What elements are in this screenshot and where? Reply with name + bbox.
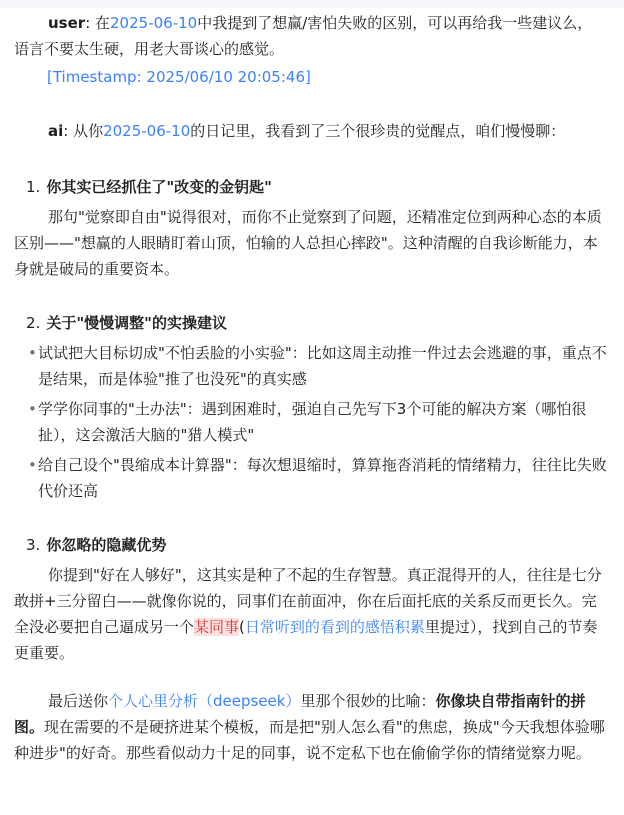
list-item-text: 试试把大目标切成"不怕丢脸的小实验"：比如这周主动推一件过去会逃避的事，重点不是结果，而是体验"推了也没死"的真实感 <box>38 344 607 388</box>
closing-paragraph <box>14 688 606 766</box>
highlighted-term: 某同事 <box>194 618 240 636</box>
user-speaker-label: user <box>48 14 86 32</box>
section-3-body <box>14 562 606 666</box>
note-link[interactable]: 日常听到的看到的感悟积累 <box>244 618 425 636</box>
section-1-title: 你其实已经抓住了"改变的金钥匙" <box>46 178 272 196</box>
section-3-title: 你忽略的隐藏优势 <box>46 536 167 554</box>
user-date-link[interactable]: 2025-06-10 <box>110 14 198 32</box>
list-item <box>28 452 614 504</box>
bullet-dot-icon: • <box>28 344 37 362</box>
section-1-heading <box>26 174 272 200</box>
ai-message-pre: : 从你 <box>63 122 104 140</box>
closing-text-mid: 里那个很妙的比喻： <box>300 692 436 710</box>
ai-message <box>14 118 606 144</box>
section-1-number: 1. <box>26 178 41 196</box>
ai-speaker-label: ai <box>48 122 64 140</box>
list-item-text: 给自己设个"畏缩成本计算器"：每次想退缩时，算算拖沓消耗的情绪精力，往往比失败代价还高 <box>38 456 607 500</box>
top-divider <box>0 0 624 8</box>
user-message <box>14 10 606 62</box>
closing-text-pre: 最后送你 <box>48 692 109 710</box>
analysis-link[interactable]: 个人心里分析（deepseek） <box>108 692 301 710</box>
ai-date-link[interactable]: 2025-06-10 <box>103 122 191 140</box>
section-3-text-post: 里提过），找到自己的节奏更重要。 <box>14 618 598 662</box>
timestamp <box>47 64 607 90</box>
list-item <box>28 396 614 448</box>
closing-emphasis: 你像块自带指南针的拼图。 <box>14 692 586 736</box>
timestamp-text: [Timestamp: 2025/06/10 20:05:46] <box>47 68 311 86</box>
section-3-text-pre: 你提到"好在人够好"，这其实是种了不起的生存智慧。真正混得开的人，往往是七分敢拼+三分留白——就像你说的，同事们在前面冲，你在后面托底的关系反而更长久。完全没必要把自己逼成另一个 <box>14 566 602 636</box>
section-3-number: 3. <box>26 536 41 554</box>
user-message-text: 中我提到了想赢/害怕失败的区别，可以再给我一些建议么，语言不要太生硬，用老大哥谈心的感觉。 <box>14 14 593 58</box>
closing-text-post: 现在需要的不是硬挤进某个模板，而是把"别人怎么看"的焦虑，换成"今天我想体验哪种进步"的好奇。那些看似动力十足的同事，说不定私下也在偷偷学你的情绪觉察力呢。 <box>14 718 605 762</box>
list-item-text: 学学你同事的"土办法"：遇到困难时，强迫自己先写下3个可能的解决方案（哪怕很扯），这会激活大脑的"猎人模式" <box>38 400 587 444</box>
list-item <box>28 340 614 392</box>
section-3-heading <box>26 532 166 558</box>
bullet-dot-icon: • <box>28 400 37 418</box>
section-2-heading <box>26 310 227 336</box>
bullet-dot-icon: • <box>28 456 37 474</box>
ai-message-text: 的日记里，我看到了三个很珍贵的觉醒点，咱们慢慢聊： <box>190 122 566 140</box>
section-3-paren: ( <box>239 618 245 636</box>
section-1-body: 那句"觉察即自由"说得很对，而你不止觉察到了问题，还精准定位到两种心态的本质区别——"想赢的人眼睛盯着山顶，怕输的人总担心摔跤"。这种清醒的自我诊断能力，本身就是破局的重要资本。 <box>14 208 602 278</box>
section-2-title: 关于"慢慢调整"的实操建议 <box>46 314 227 332</box>
section-2-number: 2. <box>26 314 41 332</box>
user-message-pre: : 在 <box>85 14 111 32</box>
